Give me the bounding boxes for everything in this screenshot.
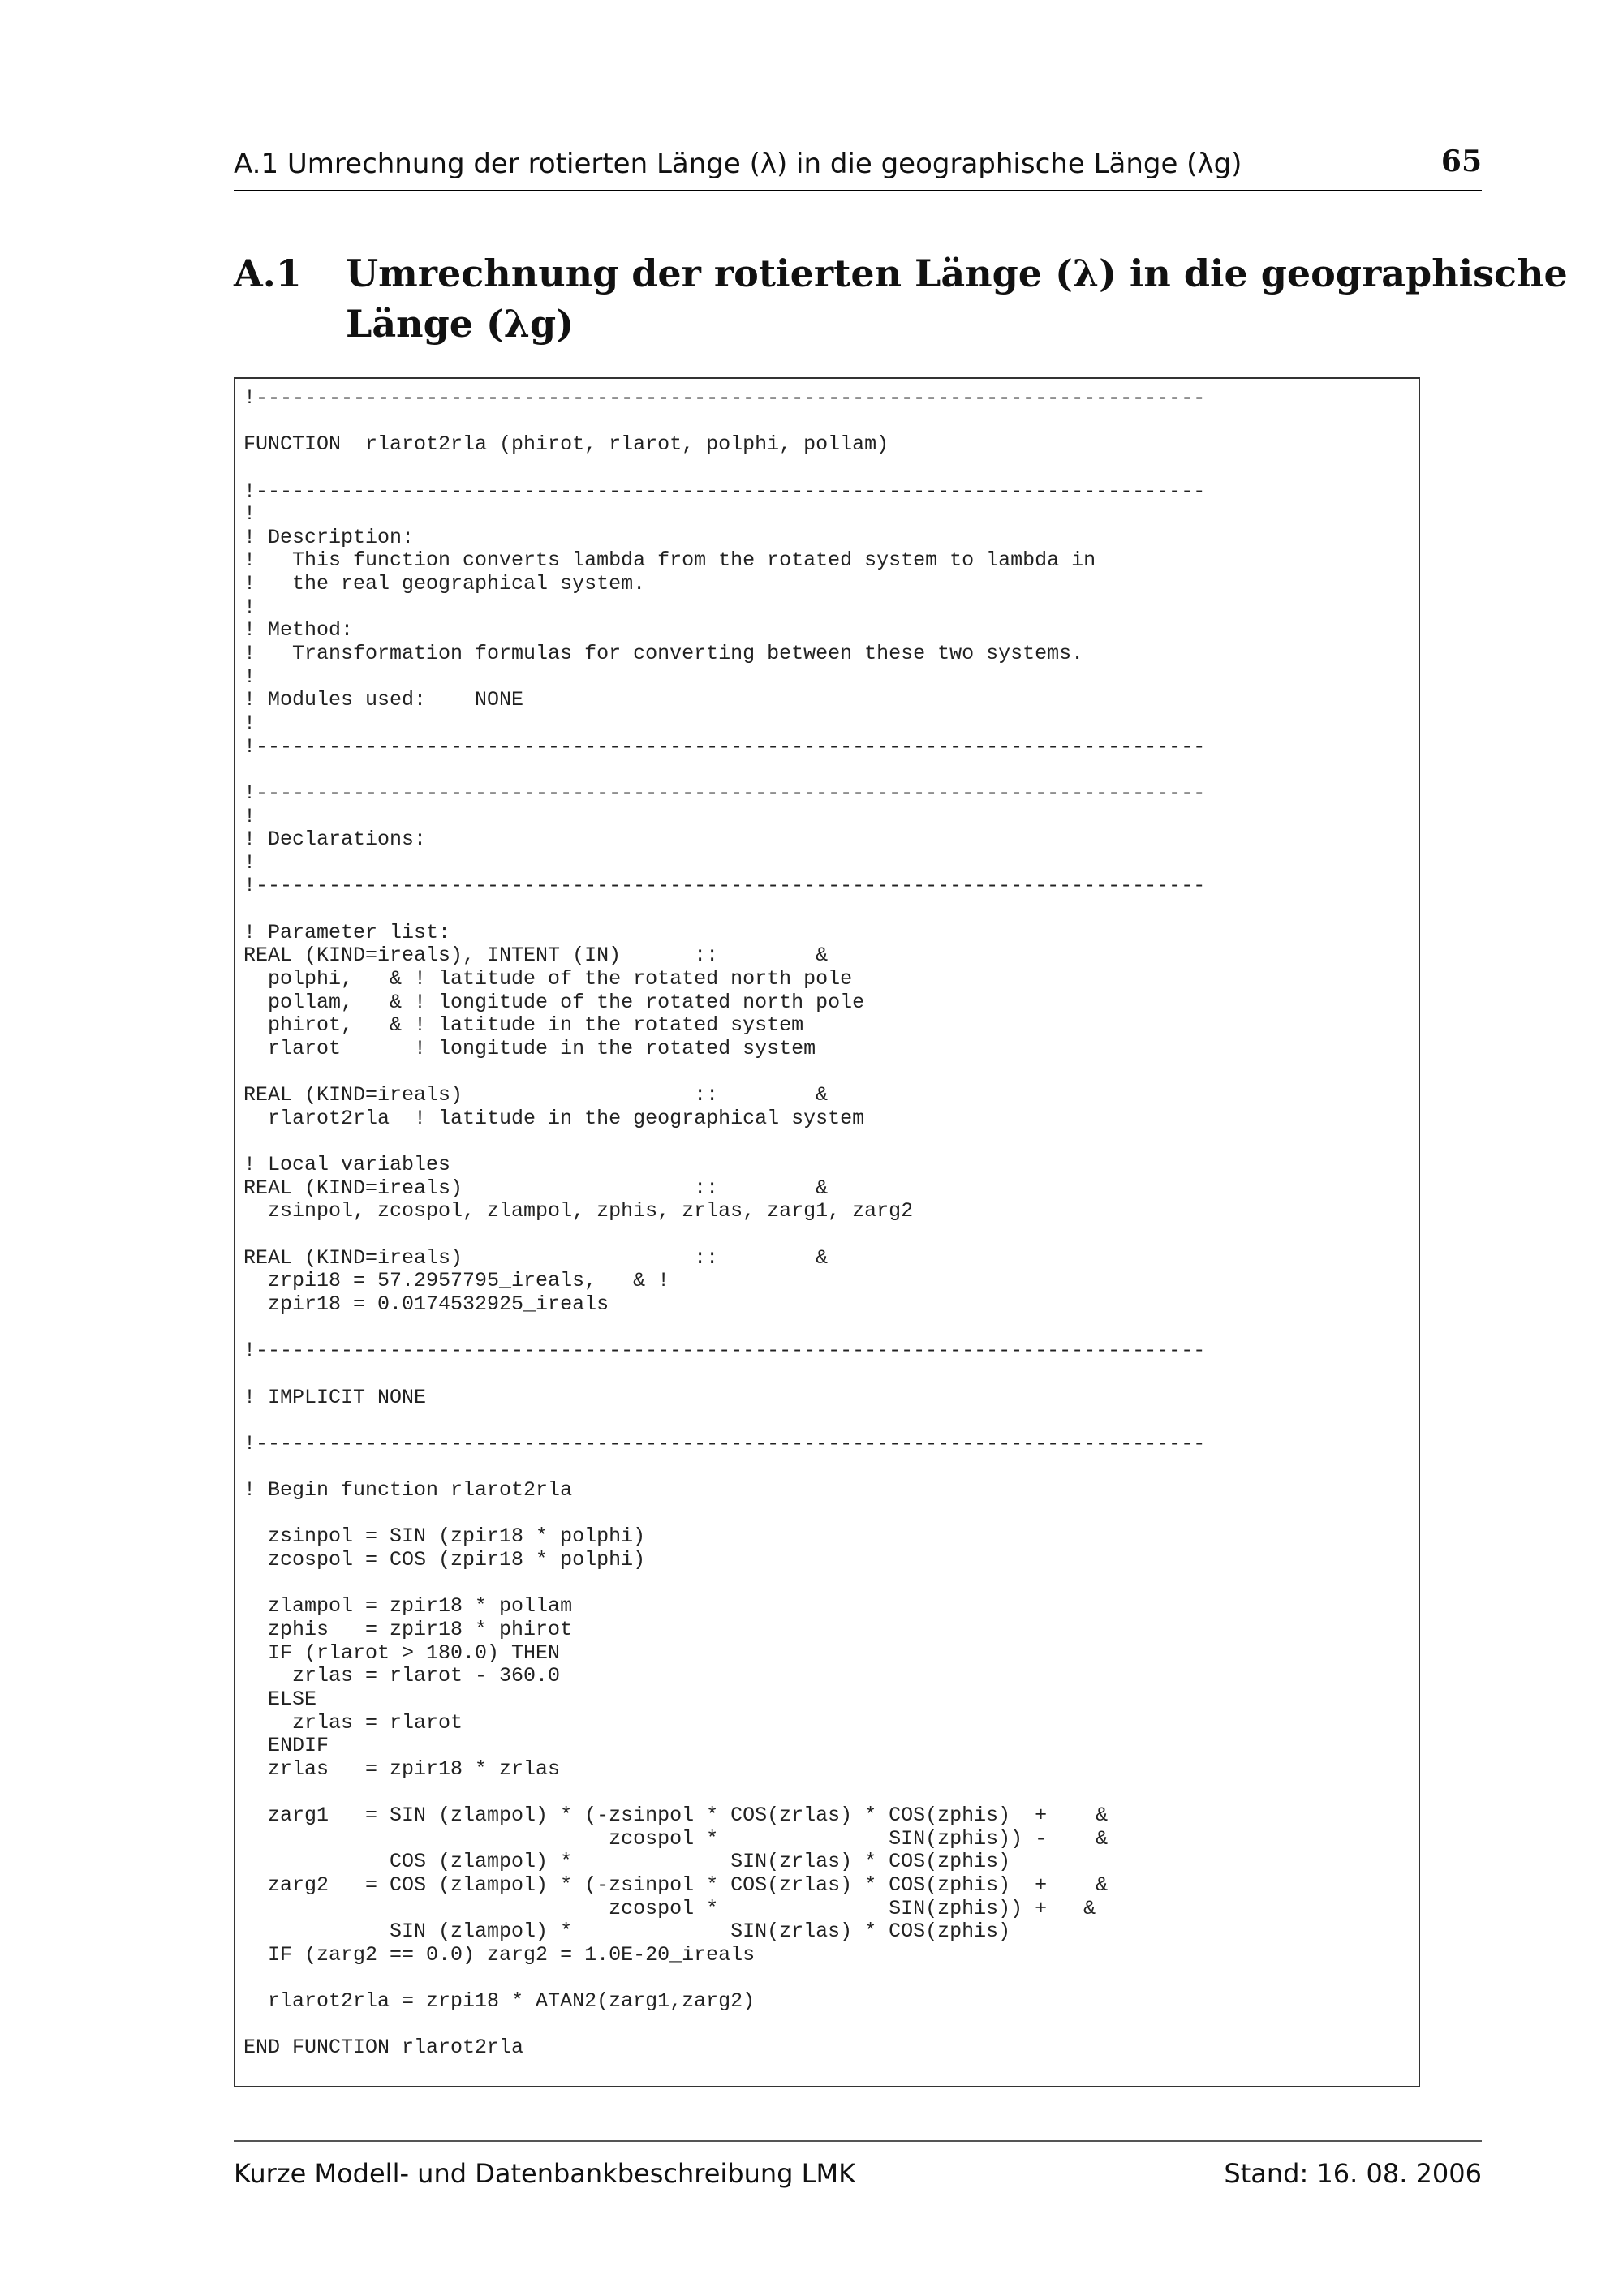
code-line: ! Local variables — [243, 1153, 451, 1177]
code-line: ! — [243, 664, 256, 689]
code-line: zphis = zpir18 * phirot — [243, 1617, 573, 1641]
page-number: 65 — [1440, 144, 1482, 178]
code-line: !------------------------------------------------------------------------------ — [243, 874, 1206, 898]
code-line — [243, 1455, 1205, 1479]
code-line: ! Begin function rlarot2rla — [243, 1478, 573, 1503]
code-line: ! — [243, 595, 256, 619]
code-line: ! Transformation formulas for converting between these two systems. — [243, 642, 1084, 666]
code-line: REAL (KIND=ireals) :: & — [243, 1176, 829, 1200]
code-line: pollam, & ! longitude of the rotated north pole — [243, 990, 865, 1014]
code-line: zarg2 = COS (zlampol) * (-zsinpol * COS(zrlas) * COS(zphis) + & — [243, 1873, 1109, 1897]
code-line: polphi, & ! latitude of the rotated north pole — [243, 967, 853, 991]
code-line: !------------------------------------------------------------------------------ — [243, 1431, 1206, 1455]
code-line: ! This function converts lambda from the rotated system to lambda in — [243, 548, 1096, 573]
code-line — [243, 1131, 1205, 1154]
code-line: ! Description: — [243, 525, 415, 549]
code-line: zsinpol, zcospol, zlampol, zphis, zrlas, zarg1, zarg2 — [243, 1199, 914, 1223]
code-line: IF (rlarot > 180.0) THEN — [243, 1640, 561, 1665]
code-line: zsinpol = SIN (zpir18 * polphi) — [243, 1524, 646, 1549]
code-line — [243, 1061, 1205, 1085]
code-line — [243, 1503, 1205, 1526]
code-line: ! — [243, 711, 256, 735]
code-line: zlampol = zpir18 * pollam — [243, 1594, 573, 1619]
code-line — [243, 1317, 1205, 1340]
code-listing-box — [234, 377, 1420, 2087]
code-line: phirot, & ! latitude in the rotated system — [243, 1013, 804, 1038]
code-line: REAL (KIND=ireals) :: & — [243, 1083, 829, 1107]
code-line: ! — [243, 804, 256, 828]
section-title-line-1: Umrechnung der rotierten Länge (λ) in die geographische — [346, 252, 1568, 295]
code-line — [243, 2014, 1205, 2037]
code-line: ! Method: — [243, 618, 354, 643]
footer-document-title: Kurze Modell- und Datenbankbeschreibung LMK — [234, 2158, 856, 2189]
code-line: ! — [243, 502, 256, 527]
footer-date: Stand: 16. 08. 2006 — [1224, 2158, 1482, 2189]
running-header-title: A.1 Umrechnung der rotierten Länge (λ) in die geographische Länge (λg) — [234, 148, 1242, 180]
code-line: SIN (zlampol) * SIN(zrlas) * COS(zphis) — [243, 1920, 1011, 1944]
code-line: ! Parameter list: — [243, 920, 451, 944]
code-line — [243, 1409, 1205, 1433]
code-line: ! IMPLICIT NONE — [243, 1385, 427, 1409]
code-line: rlarot2rla = zrpi18 * ATAN2(zarg1,zarg2) — [243, 1989, 756, 2014]
code-line: !------------------------------------------------------------------------------ — [243, 780, 1206, 805]
code-line: ! Declarations: — [243, 828, 427, 852]
code-line — [243, 1572, 1205, 1596]
code-line: COS (zlampol) * SIN(zrlas) * COS(zphis) — [243, 1850, 1011, 1874]
code-line — [243, 411, 1205, 434]
code-line: ! Modules used: NONE — [243, 688, 524, 712]
code-line: ! the real geographical system. — [243, 572, 646, 596]
code-line: zarg1 = SIN (zlampol) * (-zsinpol * COS(zrlas) * COS(zphis) + & — [243, 1804, 1109, 1828]
section-title-line-2: Länge (λg) — [346, 302, 574, 346]
code-line: !------------------------------------------------------------------------------ — [243, 386, 1206, 410]
code-line: ENDIF — [243, 1734, 329, 1758]
code-listing — [243, 387, 1205, 2060]
code-line: IF (zarg2 == 0.0) zarg2 = 1.0E-20_ireals — [243, 1942, 756, 1967]
footer-rule — [234, 2140, 1482, 2142]
code-line: zcospol = COS (zpir18 * polphi) — [243, 1548, 646, 1572]
code-line: zrlas = rlarot - 360.0 — [243, 1664, 561, 1688]
code-line: zrlas = rlarot — [243, 1710, 463, 1735]
code-line — [243, 1223, 1205, 1247]
code-line: zrpi18 = 57.2957795_ireals, & ! — [243, 1269, 670, 1293]
code-line: REAL (KIND=ireals) :: & — [243, 1245, 829, 1270]
code-line: !------------------------------------------------------------------------------ — [243, 479, 1206, 503]
code-line: zrlas = zpir18 * zrlas — [243, 1756, 561, 1781]
code-line: END FUNCTION rlarot2rla — [243, 2036, 524, 2060]
code-line: zpir18 = 0.0174532925_ireals — [243, 1292, 609, 1316]
code-line: REAL (KIND=ireals), INTENT (IN) :: & — [243, 944, 829, 968]
code-line — [243, 898, 1205, 922]
code-line: ! — [243, 850, 256, 875]
code-line: !------------------------------------------------------------------------------ — [243, 734, 1206, 759]
code-line: zcospol * SIN(zphis)) - & — [243, 1826, 1109, 1851]
running-header — [234, 144, 1482, 191]
code-line: !------------------------------------------------------------------------------ — [243, 1339, 1206, 1363]
code-line: rlarot2rla ! latitude in the geographical system — [243, 1106, 865, 1130]
code-line — [243, 1363, 1205, 1387]
code-line — [243, 457, 1205, 480]
code-line: FUNCTION rlarot2rla (phirot, rlarot, polphi, pollam) — [243, 432, 889, 457]
code-line: ELSE — [243, 1687, 317, 1711]
section-number: A.1 — [234, 252, 302, 295]
code-line — [243, 759, 1205, 782]
code-line — [243, 1967, 1205, 1991]
code-line: zcospol * SIN(zphis)) + & — [243, 1896, 1096, 1920]
code-line — [243, 1781, 1205, 1804]
code-line: rlarot ! longitude in the rotated system — [243, 1036, 816, 1060]
